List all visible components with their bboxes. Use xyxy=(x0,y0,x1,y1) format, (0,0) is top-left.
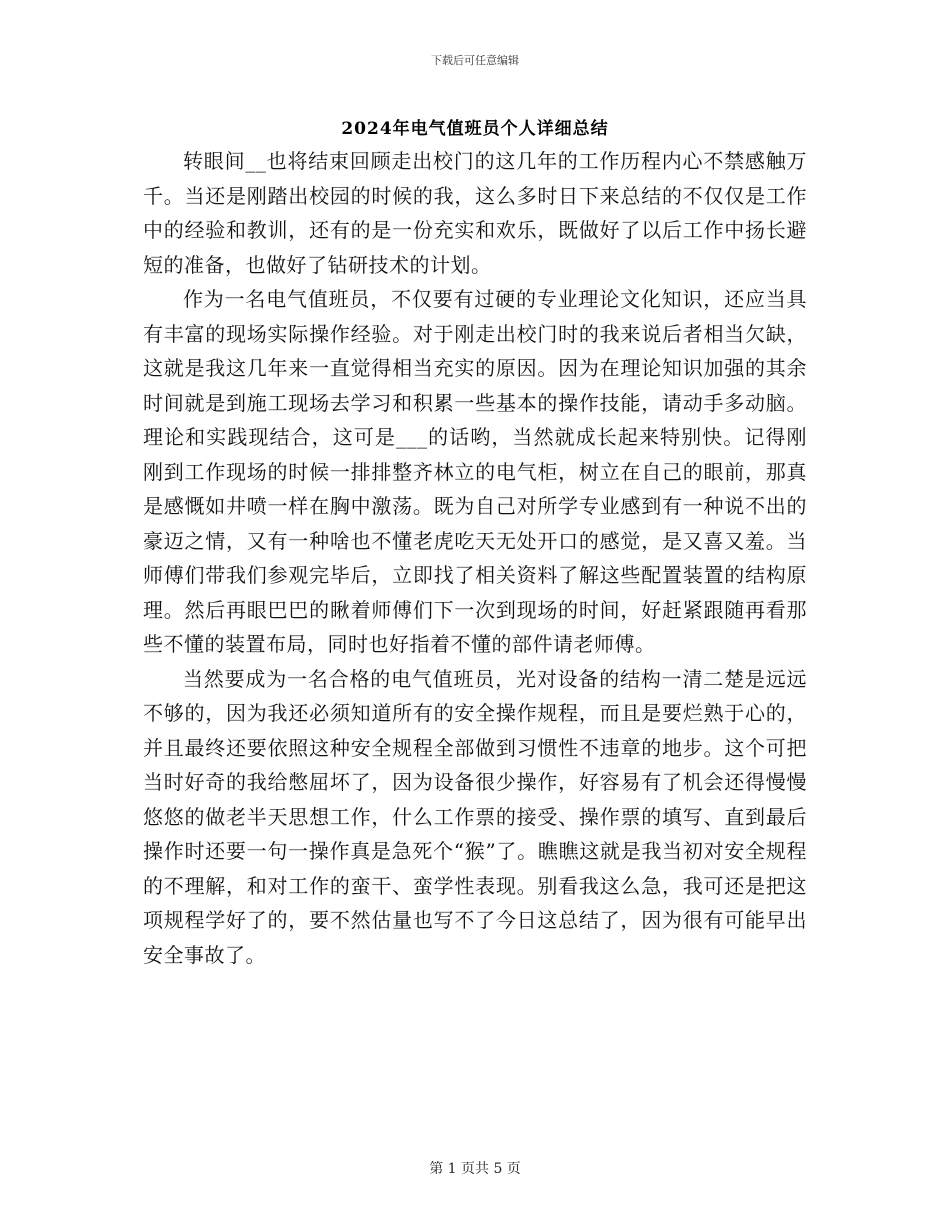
paragraph-1: 转眼间__也将结束回顾走出校门的这几年的工作历程内心不禁感触万千。当还是刚踏出校园的时候的我，这么多时日下来总结的不仅仅是工作中的经验和教训，还有的是一份充实和欢乐，既做好了以后工作中扬长避短的准备，也做好了钻研技术的计划。 xyxy=(143,149,807,277)
page-header-note: 下载后可任意编辑 xyxy=(431,54,519,67)
page-number: 第 1 页共 5 页 xyxy=(429,1161,521,1177)
paragraph-2: 作为一名电气值班员，不仅要有过硬的专业理论文化知识，还应当具有丰富的现场实际操作经验。对于刚走出校门时的我来说后者相当欠缺，这就是我这几年来一直觉得相当充实的原因。因为在理论知识加强的其余时间就是到施工现场去学习和积累一些基本的操作技能，请动手多动脑。理论和实践现结合，这可是___的话哟，当然就成长起来特别快。记得刚刚到工作现场的时候一排排整齐林立的电气柜，树立在自己的眼前，那真是感慨如井喷一样在胸中激荡。既为自己对所学专业感到有一种说不出的豪迈之情，又有一种啥也不懂老虎吃天无处开口的感觉，是又喜又羞。当师傅们带我们参观完毕后，立即找了相关资料了解这些配置装置的结构原理。然后再眼巴巴的瞅着师傅们下一次到现场的时间，好赶紧跟随再看那些不懂的装置布局，同时也好指着不懂的部件请老师傅。 xyxy=(143,287,807,656)
document-body xyxy=(143,144,807,972)
document-title: 2024年电气值班员个人详细总结 xyxy=(341,119,609,139)
paragraph-3: 当然要成为一名合格的电气值班员，光对设备的结构一清二楚是远远不够的，因为我还必须知道所有的安全操作规程，而且是要烂熟于心的，并且最终还要依照这种安全规程全部做到习惯性不违章的地步。这个可把当时好奇的我给憋屈坏了，因为设备很少操作，好容易有了机会还得慢慢悠悠的做老半天思想工作，什么工作票的接受、操作票的填写、直到最后操作时还要一句一操作真是急死个“猴”了。瞧瞧这就是我当初对安全规程的不理解，和对工作的蛮干、蛮学性表现。别看我这么急，我可还是把这项规程学好了的，要不然估量也写不了今日这总结了，因为很有可能早出安全事故了。 xyxy=(143,666,807,967)
